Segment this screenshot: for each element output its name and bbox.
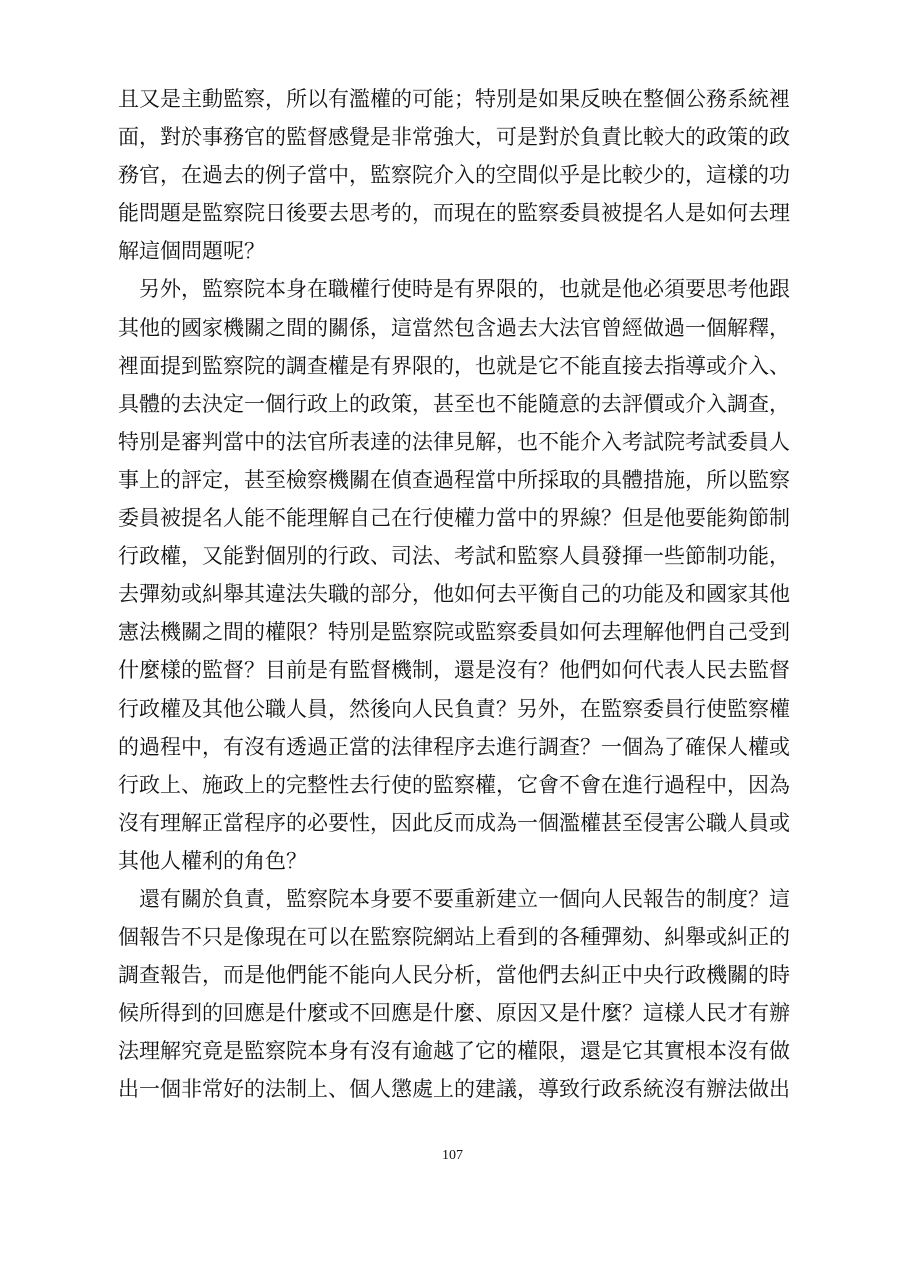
text-line: 特別是審判當中的法官所表達的法律見解，也不能介入考試院考試委員人 bbox=[118, 429, 790, 454]
text-line: 沒有理解正當程序的必要性，因此反而成為一個濫權甚至侵害公職人員或 bbox=[118, 810, 790, 835]
text-line: 面，對於事務官的監督感覺是非常強大，可是對於負責比較大的政策的政 bbox=[118, 125, 790, 150]
text-line: 候所得到的回應是什麼或不回應是什麼、原因又是什麼？這樣人民才有辦 bbox=[118, 1001, 790, 1026]
page-number: 107 bbox=[442, 1148, 463, 1163]
document-body bbox=[118, 80, 808, 1109]
text-line: 還有關於負責，監察院本身要不要重新建立一個向人民報告的制度？這 bbox=[118, 886, 790, 911]
text-line: 另外，監察院本身在職權行使時是有界限的，也就是他必須要思考他跟 bbox=[118, 277, 790, 302]
text-line: 的過程中，有沒有透過正當的法律程序去進行調查？一個為了確保人權或 bbox=[118, 734, 790, 759]
text-line: 其他人權利的角色？ bbox=[118, 848, 307, 873]
text-line: 調查報告，而是他們能不能向人民分析，當他們去糾正中央行政機關的時 bbox=[118, 963, 790, 988]
text-line: 法理解究竟是監察院本身有沒有逾越了它的權限，還是它其實根本沒有做 bbox=[118, 1039, 790, 1064]
text-line: 其他的國家機關之間的關係，這當然包含過去大法官曾經做過一個解釋， bbox=[118, 315, 790, 340]
text-line: 能問題是監察院日後要去思考的，而現在的監察委員被提名人是如何去理 bbox=[118, 201, 790, 226]
text-line: 行政權，又能對個別的行政、司法、考試和監察人員發揮一些節制功能， bbox=[118, 544, 790, 569]
text-line: 裡面提到監察院的調查權是有界限的，也就是它不能直接去指導或介入、 bbox=[118, 353, 790, 378]
text-line: 出一個非常好的法制上、個人懲處上的建議，導致行政系統沒有辦法做出 bbox=[118, 1077, 790, 1102]
text-line: 具體的去決定一個行政上的政策，甚至也不能隨意的去評價或介入調查， bbox=[118, 391, 790, 416]
text-line: 且又是主動監察，所以有濫權的可能；特別是如果反映在整個公務系統裡 bbox=[118, 87, 790, 111]
text-line: 個報告不只是像現在可以在監察院網站上看到的各種彈劾、糾舉或糾正的 bbox=[118, 925, 790, 950]
text-line: 行政上、施政上的完整性去行使的監察權，它會不會在進行過程中，因為 bbox=[118, 772, 790, 797]
text-line: 委員被提名人能不能理解自己在行使權力當中的界線？但是他要能夠節制 bbox=[118, 506, 790, 531]
text-line: 去彈劾或糾舉其違法失職的部分，他如何去平衡自己的功能及和國家其他 bbox=[118, 582, 790, 607]
text-line: 憲法機關之間的權限？特別是監察院或監察委員如何去理解他們自己受到 bbox=[118, 620, 790, 645]
text-line: 務官，在過去的例子當中，監察院介入的空間似乎是比較少的，這樣的功 bbox=[118, 163, 790, 188]
text-line: 解這個問題呢？ bbox=[118, 239, 265, 264]
text-line: 行政權及其他公職人員，然後向人民負責？另外，在監察委員行使監察權 bbox=[118, 696, 790, 721]
text-line: 事上的評定，甚至檢察機關在偵查過程當中所採取的具體措施，所以監察 bbox=[118, 467, 790, 492]
text-line: 什麼樣的監督？目前是有監督機制，還是沒有？他們如何代表人民去監督 bbox=[118, 658, 790, 683]
